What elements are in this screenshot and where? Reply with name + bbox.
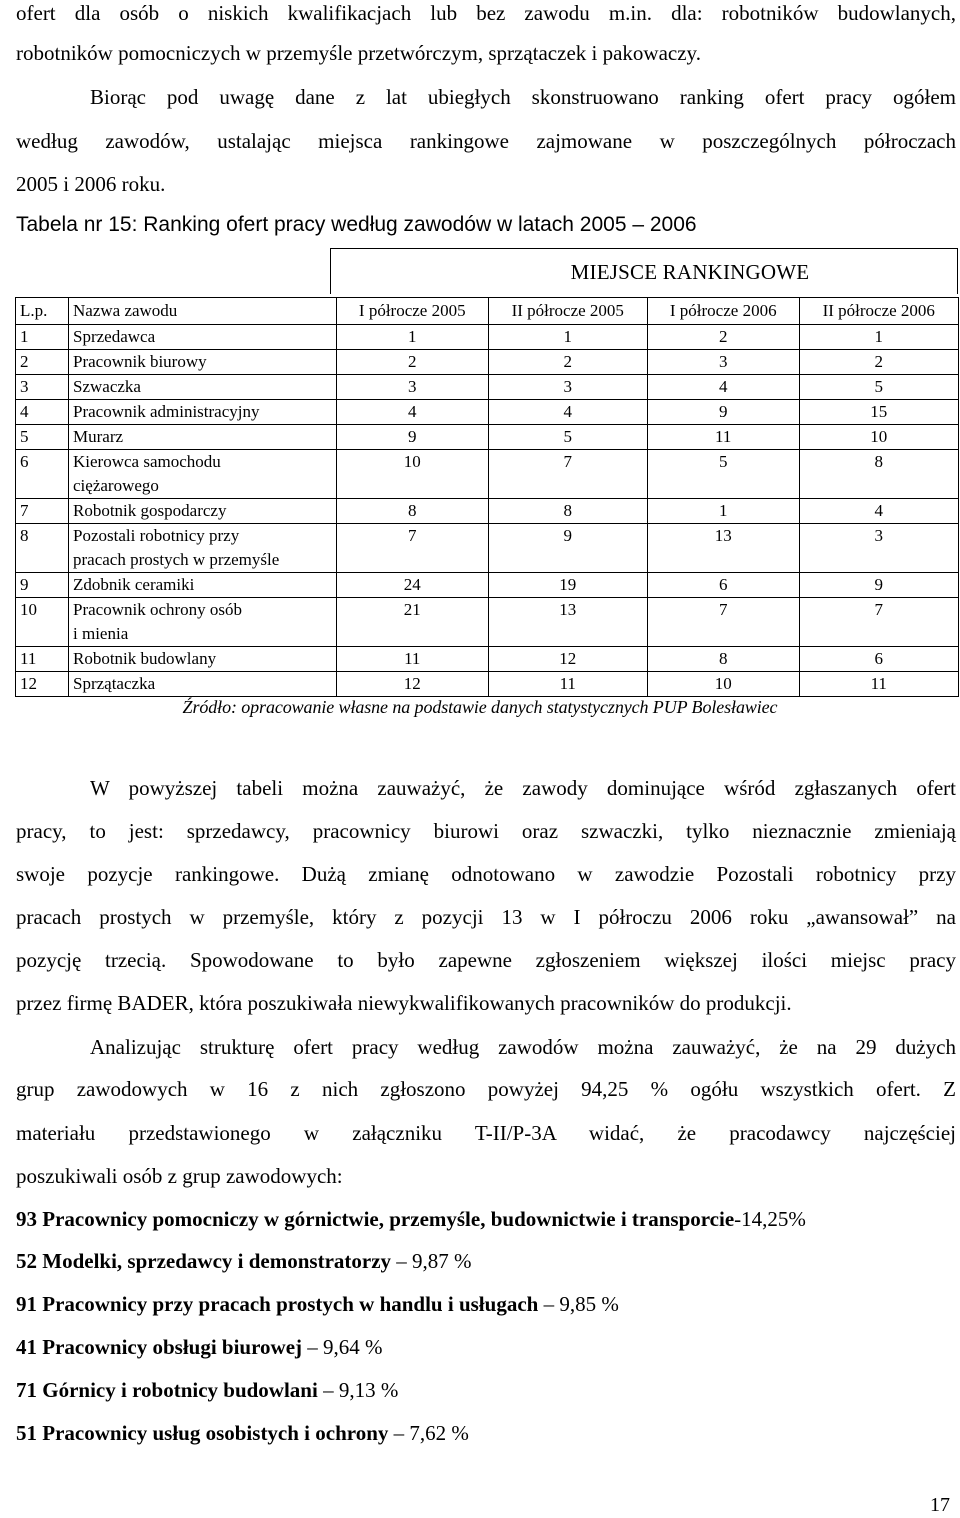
lp-cell: 1 [16,325,69,350]
rank-cell: 13 [488,598,647,647]
rank-cell: 4 [488,400,647,425]
table-body [16,325,959,697]
rank-cell: 12 [488,647,647,672]
rank-cell: 1 [337,325,489,350]
list-item [16,1420,469,1446]
table-row [16,425,959,450]
rank-cell: 10 [337,450,489,499]
occupation-cell [69,400,337,425]
occupation-name: Pracownik administracyjny [73,402,260,421]
table-row [16,450,959,499]
occupation-name-cont: pracach prostych w przemyśle [73,550,280,569]
lp-cell: 9 [16,573,69,598]
rank-cell: 3 [647,350,799,375]
source-note: Źródło: opracowanie własne na podstawie danych statystycznych PUP Bolesławiec [182,697,778,717]
occupation-name: Robotnik gospodarczy [73,501,227,520]
paragraph-line: ofert dla osób o niskich kwalifikacjach lub bez zawodu m.in. dla: robotników budowlanych, [16,1,956,25]
rank-cell: 2 [337,350,489,375]
occupation-cell [69,375,337,400]
rank-cell: 13 [647,524,799,573]
page-number: 17 [930,1494,950,1516]
occupation-cell [69,350,337,375]
rank-cell: 1 [647,499,799,524]
group-share: – 9,13 % [317,1378,399,1402]
rank-cell: 21 [337,598,489,647]
table-row [16,400,959,425]
list-item [16,1291,619,1317]
rank-cell: 12 [337,672,489,697]
table-row [16,325,959,350]
group-share: -14,25% [734,1207,806,1231]
occupation-name: Kierowca samochodu [73,452,221,471]
occupation-name: Murarz [73,427,124,446]
occupation-name-cont: i mienia [73,624,129,643]
paragraph-line: według zawodów, ustalając miejsca rankingowe zajmowane w poszczególnych półroczach [16,129,956,153]
rank-cell: 3 [337,375,489,400]
rank-cell: 4 [799,499,959,524]
group-name: 51 Pracownicy usług osobistych i ochrony [16,1421,389,1445]
group-name: 93 Pracownicy pomocniczy w górnictwie, przemyśle, budownictwie i transporcie [16,1207,735,1231]
occupation-cell [69,573,337,598]
list-item [16,1248,472,1274]
rank-cell: 11 [337,647,489,672]
paragraph-line: grup zawodowych w 16 z nich zgłoszono powyżej 94,25 % ogółu wszystkich ofert. Z [16,1077,956,1101]
rank-cell: 11 [799,672,959,697]
lp-cell: 6 [16,450,69,499]
rank-cell: 6 [647,573,799,598]
occupation-cell [69,425,337,450]
group-name: 71 Górnicy i robotnicy budowlani [16,1378,318,1402]
rank-cell: 7 [337,524,489,573]
occupation-name: Pracownik ochrony osób [73,600,243,619]
header-cell: L.p. [16,298,69,325]
occupation-cell [69,598,337,647]
header-cell: Nazwa zawodu [69,298,337,325]
table-row [16,524,959,573]
occupation-cell [69,450,337,499]
occupation-cell [69,647,337,672]
paragraph-line: poszukiwali osób z grup zawodowych: [16,1164,343,1188]
lp-cell: 8 [16,524,69,573]
header-cell: II półrocze 2006 [799,298,959,325]
rank-cell: 4 [647,375,799,400]
occupation-name: Sprzedawca [73,327,156,346]
rank-cell: 9 [337,425,489,450]
paragraph-line: pracach prostych w przemyśle, który z pozycji 13 w I półroczu 2006 roku „awansował” na [16,905,956,929]
group-share: – 9,85 % [538,1292,619,1316]
rank-cell: 19 [488,573,647,598]
rank-cell: 5 [647,450,799,499]
rank-cell: 8 [337,499,489,524]
table-row [16,598,959,647]
table-row [16,350,959,375]
table-row [16,499,959,524]
rank-cell: 9 [488,524,647,573]
group-header-label: MIEJSCE RANKINGOWE [570,260,810,284]
group-name: 52 Modelki, sprzedawcy i demonstratorzy [16,1249,392,1273]
rank-cell: 1 [799,325,959,350]
occupation-name: Pracownik biurowy [73,352,207,371]
table-row [16,573,959,598]
paragraph-line: przez firmę BADER, która poszukiwała niewykwalifikowanych pracowników do produkcji. [16,991,792,1015]
paragraph-line: materiału przedstawionego w załączniku T-II/P-3A widać, że pracodawcy najczęściej [16,1121,956,1145]
table-row [16,647,959,672]
occupation-name: Zdobnik ceramiki [73,575,195,594]
rank-cell: 11 [488,672,647,697]
lp-cell: 3 [16,375,69,400]
rank-cell: 9 [799,573,959,598]
table-group-header [330,248,958,294]
rank-cell: 15 [799,400,959,425]
paragraph-line: W powyższej tabeli można zauważyć, że zawody dominujące wśród zgłaszanych ofert [90,776,956,800]
paragraph-line: pracy, to jest: sprzedawcy, pracownicy biurowi oraz szwaczki, tylko nieznacznie zmieniają [16,819,956,843]
paragraph-line: robotników pomocniczych w przemyśle przetwórczym, sprzątaczek i pakowaczy. [16,41,701,65]
paragraph-line: Biorąc pod uwagę dane z lat ubiegłych skonstruowano ranking ofert pracy ogółem [90,85,956,109]
occupation-name: Pozostali robotnicy przy [73,526,240,545]
lp-cell: 11 [16,647,69,672]
occupation-cell [69,325,337,350]
rank-cell: 10 [799,425,959,450]
group-share: – 7,62 % [388,1421,469,1445]
rank-cell: 7 [799,598,959,647]
rank-cell: 3 [488,375,647,400]
rank-cell: 4 [337,400,489,425]
list-item [16,1377,398,1403]
paragraph-line: swoje pozycje rankingowe. Dużą zmianę odnotowano w zawodzie Pozostali robotnicy przy [16,862,956,886]
lp-cell: 2 [16,350,69,375]
lp-cell: 12 [16,672,69,697]
header-cell: I półrocze 2005 [337,298,489,325]
occupation-cell [69,672,337,697]
rank-cell: 9 [647,400,799,425]
rank-cell: 1 [488,325,647,350]
group-name: 41 Pracownicy obsługi biurowej [16,1335,303,1359]
ranking-table [15,297,959,697]
table-row [16,672,959,697]
rank-cell: 2 [799,350,959,375]
rank-cell: 2 [488,350,647,375]
occupation-cell [69,524,337,573]
rank-cell: 7 [647,598,799,647]
occupation-cell [69,499,337,524]
table-caption: Tabela nr 15: Ranking ofert pracy według zawodów w latach 2005 – 2006 [16,213,697,236]
group-share: – 9,64 % [302,1335,383,1359]
rank-cell: 24 [337,573,489,598]
lp-cell: 10 [16,598,69,647]
rank-cell: 8 [647,647,799,672]
rank-cell: 6 [799,647,959,672]
header-cell: II półrocze 2005 [488,298,647,325]
lp-cell: 7 [16,499,69,524]
header-cell: I półrocze 2006 [647,298,799,325]
group-name: 91 Pracownicy przy pracach prostych w handlu i usługach [16,1292,539,1316]
lp-cell: 5 [16,425,69,450]
occupation-name-cont: ciężarowego [73,476,159,495]
group-share: – 9,87 % [391,1249,472,1273]
rank-cell: 2 [647,325,799,350]
occupation-name: Robotnik budowlany [73,649,217,668]
rank-cell: 8 [799,450,959,499]
rank-cell: 7 [488,450,647,499]
rank-cell: 3 [799,524,959,573]
rank-cell: 11 [647,425,799,450]
rank-cell: 10 [647,672,799,697]
rank-cell: 5 [488,425,647,450]
table-header-row [16,298,959,325]
occupation-name: Sprzątaczka [73,674,156,693]
list-item [16,1206,806,1232]
lp-cell: 4 [16,400,69,425]
paragraph-line: 2005 i 2006 roku. [16,172,166,196]
rank-cell: 5 [799,375,959,400]
paragraph-line: pozycję trzecią. Spowodowane to było zapewne zgłoszeniem większej ilości miejsc pracy [16,948,956,972]
table-row [16,375,959,400]
rank-cell: 8 [488,499,647,524]
occupation-name: Szwaczka [73,377,141,396]
paragraph-line: Analizując strukturę ofert pracy według zawodów można zauważyć, że na 29 dużych [90,1035,956,1059]
list-item [16,1334,383,1360]
